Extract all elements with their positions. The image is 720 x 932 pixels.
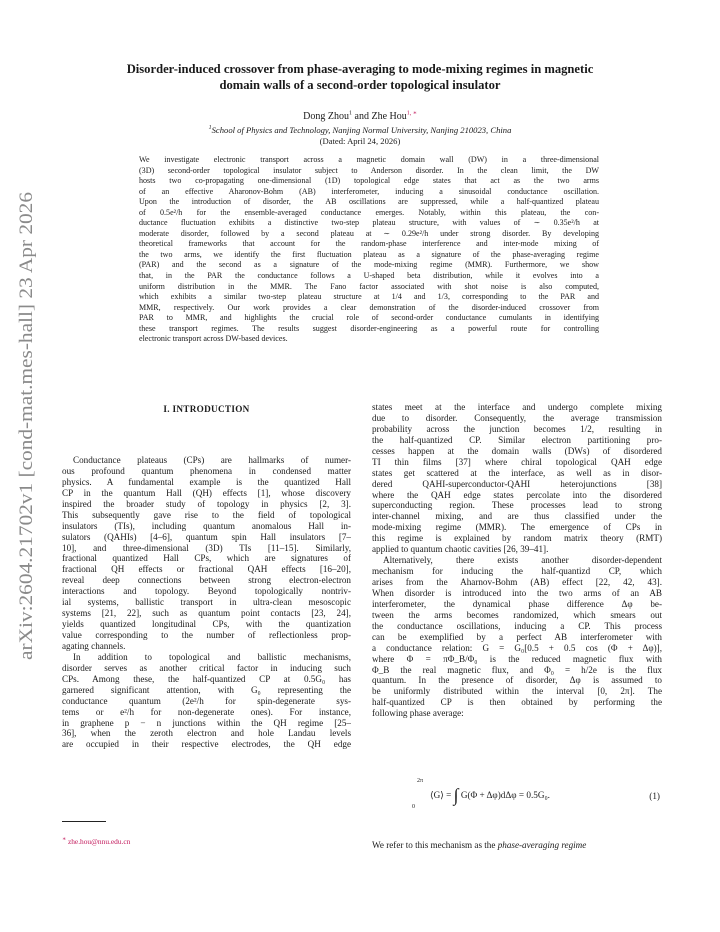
abstract-line: hosts two co-propagating one-dimensional (1D) topological edge states that act as the two arms	[139, 176, 599, 186]
abstract-line: the two arms, we identify the first fluctuation plateau as a signature of the phase-averaging regime	[139, 249, 599, 259]
email-link[interactable]: zhe.hou@nnu.edu.cn	[67, 837, 131, 846]
integral-sign: ∫	[453, 785, 459, 805]
arxiv-side-stamp-text: arXiv:2604.21702v1 [cond-mat.mes-hall] 23 Apr 2026	[16, 239, 37, 660]
abstract-line: Upon the introduction of disorder, the AB oscillations are suppressed, while a half-quantized plateau	[139, 197, 599, 207]
body-line: inter-channel mixing, and are thus classified under the	[372, 511, 662, 522]
abstract-line: which exhibits a similar two-step plateau structure at 1/4 and 1/3, corresponding to the PAR and	[139, 292, 599, 302]
body-line: In addition to topological and ballistic mechanisms,	[73, 651, 351, 662]
equation-integrand: G(Φ + Δφ)dΔφ = 0.5G₀.	[460, 790, 550, 800]
body-line: half-quantized CP is then obtained by performing the	[372, 697, 662, 708]
body-line: agating channels.	[62, 640, 126, 651]
abstract-line: that, in the PAR the conductance follows a U-shaped beta distribution, while it evolves into a	[139, 271, 599, 281]
body-line: in graphene p − n junctions within the QH regime [25–	[62, 717, 351, 728]
body-line: When disorder is introduced into the two arms of an AB	[372, 587, 662, 598]
body-line: arises from the Aharnov-Bohm (AB) effect [22, 42, 43].	[372, 577, 662, 587]
date-line: (Dated: April 24, 2026)	[319, 136, 401, 146]
equation-number: (1)	[649, 791, 660, 801]
abstract-line: of 0.5e²/h for the ensemble-averaged conductance emerges. Notably, within this plateau, the con-	[139, 207, 599, 217]
body-line: reveal deep connections between strong electron-electron	[62, 575, 351, 586]
author-affiliation-mark[interactable]: 1, ∗	[406, 110, 417, 117]
body-line: cesses happen at the domain walls (DWs) of disordered	[372, 445, 662, 456]
integral-lower-limit: 0	[412, 804, 415, 810]
body-line: ial systems, ballistic transport in ultra-clean mesoscopic	[62, 597, 351, 608]
title-line-1: Disorder-induced crossover from phase-averaging to mode-mixing regimes in magnetic	[126, 62, 594, 76]
affiliation-text: School of Physics and Technology, Nanjing Normal University, Nanjing 210023, China	[211, 125, 512, 135]
body-line: tween the arms becomes randomized, which smears out	[372, 609, 662, 620]
abstract-line: (3D) second-order topological insulator subject to Anderson disorder. In the clean limit, the DW	[139, 165, 599, 175]
author-name: Zhe Hou	[371, 111, 407, 122]
abstract-line: moderate disorder, followed by a second plateau at ∼ 0.29e²/h under strong disorder. By developing	[139, 228, 599, 238]
affiliation-mark: 1	[208, 125, 212, 132]
abstract-line: ductance fluctuation exhibits a distinctive two-step plateau structure, with values of ∼ 0.35e²/h at	[139, 218, 599, 228]
footnote-marker: ∗	[62, 836, 67, 843]
body-line: yields quantized longitudinal CPs, with the quantization	[62, 619, 351, 630]
body-line: the half-quantized CP. Similar electron partitioning pro-	[372, 434, 662, 445]
body-line: 10], and three-dimensional (3D) TIs [11–15]. Similarly,	[62, 542, 351, 553]
body-line: where the QAH edge states percolate into the disordered	[372, 489, 662, 500]
equation-lhs: ⟨G⟩ =	[430, 790, 454, 800]
body-line: be uniformly distributed within the interval [0, 2π]. The	[372, 686, 662, 697]
body-line: conductance quantum (2e²/h for spin-degenerate sys-	[62, 695, 351, 706]
abstract-line: these transport regimes. The results suggest disorder-engineering as a powerful route for controlling	[139, 323, 599, 333]
abstract	[139, 155, 599, 345]
abstract-line: PAR to MMR, and highlights the crucial role of second-order conductance cumulants in identifying	[139, 313, 599, 323]
body-line: are occupied in their respective electrodes, the QH edge	[62, 739, 351, 750]
body-line: superconducting region. These processes lead to strong	[372, 500, 662, 511]
abstract-line: We investigate electronic transport across a magnetic domain wall (DW) in a three-dimensional	[139, 155, 599, 164]
body-line: fractional quantized Hall CPs, which are signatures of	[62, 553, 351, 564]
abstract-line: theoretical frameworks that account for the random-phase interference and inter-mode mixing of	[139, 239, 599, 249]
body-line: TI thin films [37] where chiral topological QAH edge	[372, 456, 662, 467]
author-separator: and	[352, 111, 372, 122]
body-line: Conductance plateaus (CPs) are hallmarks of numer-	[73, 455, 351, 465]
equation-1	[372, 778, 662, 816]
body-line: this regime is explained by random matrix theory (RMT)	[372, 533, 662, 544]
body-line: dered QAHI-superconductor-QAHI heterojunctions [38]	[372, 478, 662, 489]
final-line-text: We refer to this mechanism as the	[372, 840, 498, 850]
body-line: interferometer, the dynamical phase difference Δφ be-	[372, 598, 662, 609]
title-line-2: domain walls of a second-order topological insulator	[219, 78, 501, 92]
author-name: Dong Zhou	[303, 111, 350, 122]
body-line: where Φ = πΦ_B/Φ₀ is the reduced magnetic flux with	[372, 653, 662, 664]
body-line: disorder serves as another critical factor in inducing such	[62, 662, 351, 673]
body-line: interactions and topology. Beyond topologically nontriv-	[62, 586, 351, 597]
final-line-emphasis: phase-averaging regime	[497, 840, 587, 850]
body-line: fractional QH effects or fractional QAH effects [16–20],	[62, 564, 351, 575]
body-line: applied to quantum chaotic cavities [26, 39–41].	[372, 544, 549, 555]
body-line: sulators (QAHIs) [4–6], quantum spin Hall insulators [7–	[62, 531, 351, 542]
author-list	[60, 110, 660, 123]
body-line: mode-mixing regime (MMR). The emergence of CPs in	[372, 522, 662, 533]
body-line: due to disorder. Consequently, the average transmission	[372, 412, 662, 423]
abstract-line: of an effective Aharonov-Bohm (AB) interferometer, inducing a sinusoidal conductance oscillation.	[139, 186, 599, 196]
section-heading-introduction: I. INTRODUCTION	[163, 404, 250, 414]
body-line: Alternatively, there exists another disorder-dependent	[383, 555, 662, 566]
abstract-line: (PAR) and the second as a signature of the mode-mixing regime (MMR). Furthermore, we show	[139, 260, 599, 270]
body-line: states meet at the interface and undergo complete mixing	[372, 402, 662, 412]
body-line: 36], when the zeroth electron and hole Landau levels	[62, 728, 351, 739]
affiliation	[60, 125, 660, 136]
abstract-line: MMR, respectively. Our work provides a clear demonstration of the disorder-induced crossover from	[139, 302, 599, 312]
footnote-rule	[62, 821, 106, 822]
integral-upper-limit: 2π	[417, 778, 424, 784]
body-line: inspired the broader study of topology in physics [2, 3].	[62, 498, 351, 509]
body-line: mechanism for inducing the half-quantizd CP, which	[372, 566, 662, 577]
body-line: ous profound quantum phenomena in condensed matter	[62, 465, 351, 476]
body-line: quantum. In the presence of disorder, Δφ is assumed to	[372, 675, 662, 686]
equation-body	[430, 782, 550, 803]
arxiv-side-stamp	[10, 190, 40, 660]
author-affiliation-mark: 1	[349, 110, 353, 117]
abstract-line: uniform distribution in the MMR. The Fano factor associated with shot noise is also computed,	[139, 281, 599, 291]
footnote	[62, 837, 130, 846]
body-line: value corresponding to the number of reflectionless prop-	[62, 630, 351, 640]
body-line: following phase average:	[372, 708, 464, 719]
body-line: a conductance relation: G = G₀[0.5 + 0.5 cos (Φ + Δφ)],	[372, 642, 662, 653]
body-line: physics. A fundamental example is the quantized Hall	[62, 476, 351, 487]
body-line: can be exemplified by a perfect AB interferometer with	[372, 631, 662, 642]
paper-title	[60, 61, 660, 93]
body-line: CP in the quantum Hall (QH) effects [1], whose discovery	[62, 487, 351, 498]
body-line: tems or e²/h for non-degenerate ones). For instance,	[62, 706, 351, 717]
body-line: Φ_B the real magnetic flux, and Φ₀ = h/2e is the flux	[372, 664, 662, 675]
left-column	[62, 455, 351, 750]
body-line: probability across the junction becomes 1/2, resulting in	[372, 423, 662, 434]
body-line: CPs. Among these, the half-quantized CP at 0.5G₀ has	[62, 673, 351, 684]
body-line: insulators (TIs), including quantum anomalous Hall in-	[62, 520, 351, 531]
body-line: garnered significant attention, with G₀ representing the	[62, 684, 351, 695]
right-column	[372, 402, 662, 719]
body-line: states get scattered at the interface, as well as in disor-	[372, 467, 662, 478]
abstract-line: electronic transport across DW-based devices.	[139, 334, 288, 344]
body-line: This subsequently gave rise to the field of topological	[62, 509, 351, 520]
body-line: the conductance oscillations, inducing a CP. This process	[372, 620, 662, 631]
body-line	[372, 840, 662, 851]
body-line: systems [21, 22], such as quantum point contacts [23, 24],	[62, 608, 351, 619]
